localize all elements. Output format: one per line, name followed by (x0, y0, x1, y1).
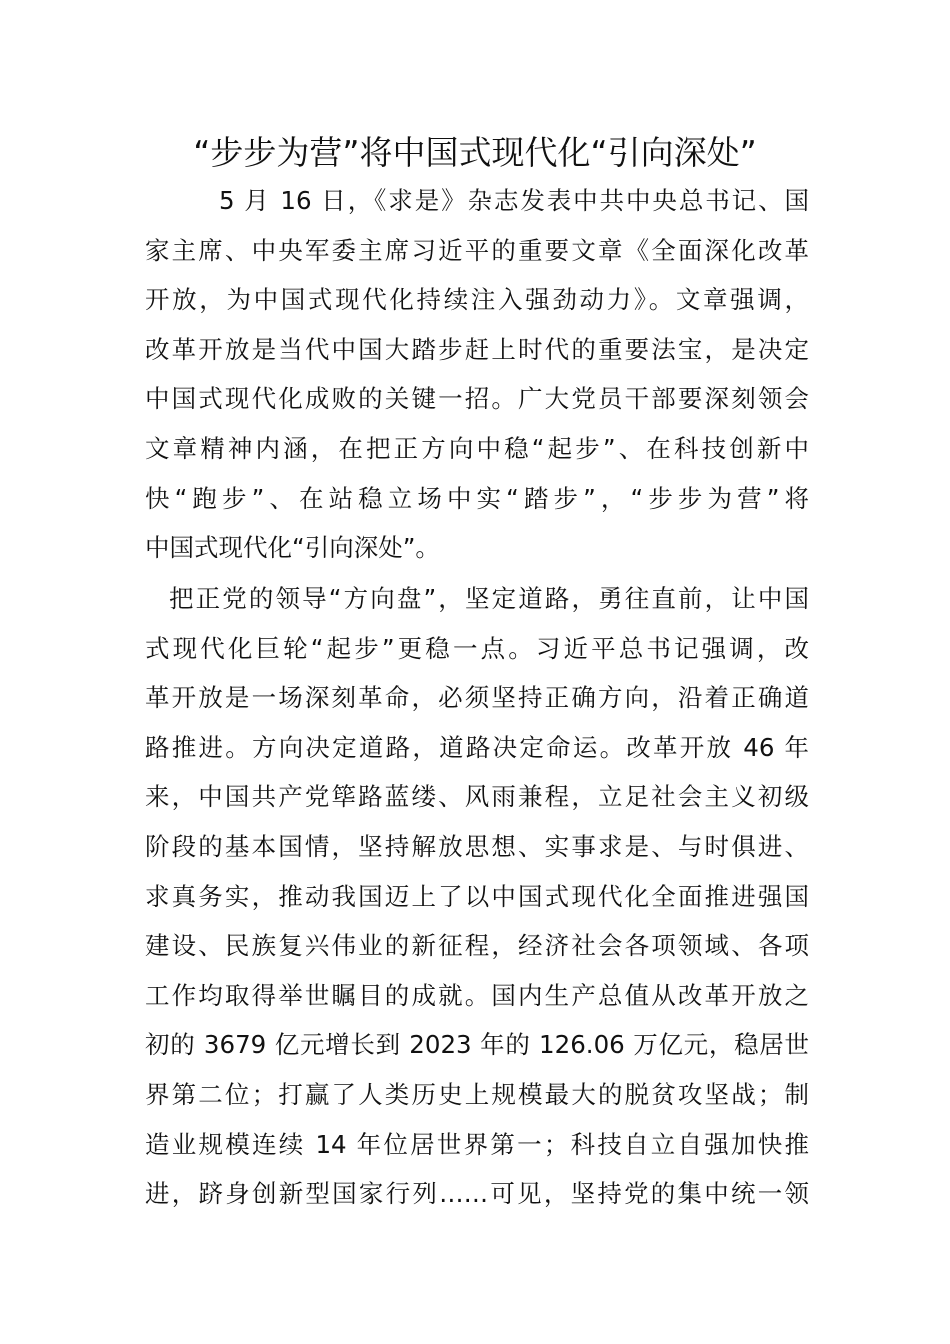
paragraph-line: 开放，为中国式现代化持续注入强劲动力》。文章强调， (145, 285, 809, 315)
paragraph-line: 革开放是一场深刻革命，必须坚持正确方向，沿着正确道 (145, 683, 809, 713)
article-title: “步步为营”将中国式现代化“引向深处” (193, 133, 757, 172)
paragraph-line: 工作均取得举世瞩目的成就。国内生产总值从改革开放之 (145, 980, 809, 1010)
paragraph-line: 把正党的领导“方向盘”，坚定道路，勇往直前，让中国 (169, 584, 809, 613)
paragraph-line: 中国式现代化成败的关键一招。广大党员干部要深刻领会 (145, 384, 809, 414)
paragraph-line: 造业规模连续 14 年位居世界第一；科技自立自强加快推 (145, 1129, 809, 1159)
paragraph-line: 文章精神内涵，在把正方向中稳“起步”、在科技创新中 (145, 433, 809, 463)
paragraph-line: 建设、民族复兴伟业的新征程，经济社会各项领域、各项 (145, 931, 809, 961)
paragraph-line: 阶段的基本国情，坚持解放思想、实事求是、与时俱进、 (145, 831, 809, 861)
paragraph-line: 路推进。方向决定道路，道路决定命运。改革开放 46 年 (145, 732, 809, 762)
paragraph-1 (145, 176, 809, 573)
paragraph-line: 界第二位；打赢了人类历史上规模最大的脱贫攻坚战；制 (145, 1079, 809, 1109)
paragraph-line: 改革开放是当代中国大踏步赶上时代的重要法宝，是决定 (145, 334, 809, 364)
paragraph-line: 来，中国共产党筚路蓝缕、风雨兼程，立足社会主义初级 (145, 782, 809, 812)
paragraph-line: 家主席、中央军委主席习近平的重要文章《全面深化改革 (145, 235, 809, 265)
paragraph-line: 求真务实，推动我国迈上了以中国式现代化全面推进强国 (145, 881, 809, 911)
paragraph-line: 中国式现代化“引向深处”。 (145, 533, 440, 563)
paragraph-2 (145, 574, 809, 1219)
paragraph-line: 5 月 16 日，《求是》杂志发表中共中央总书记、国 (219, 186, 809, 215)
paragraph-line: 初的 3679 亿元增长到 2023 年的 126.06 万亿元，稳居世 (145, 1030, 809, 1060)
paragraph-line: 快“跑步”、在站稳立场中实“踏步”，“步步为营”将 (145, 483, 809, 513)
paragraph-line: 式现代化巨轮“起步”更稳一点。习近平总书记强调，改 (145, 633, 809, 663)
paragraph-line: 进，跻身创新型国家行列……可见，坚持党的集中统一领 (145, 1179, 809, 1209)
